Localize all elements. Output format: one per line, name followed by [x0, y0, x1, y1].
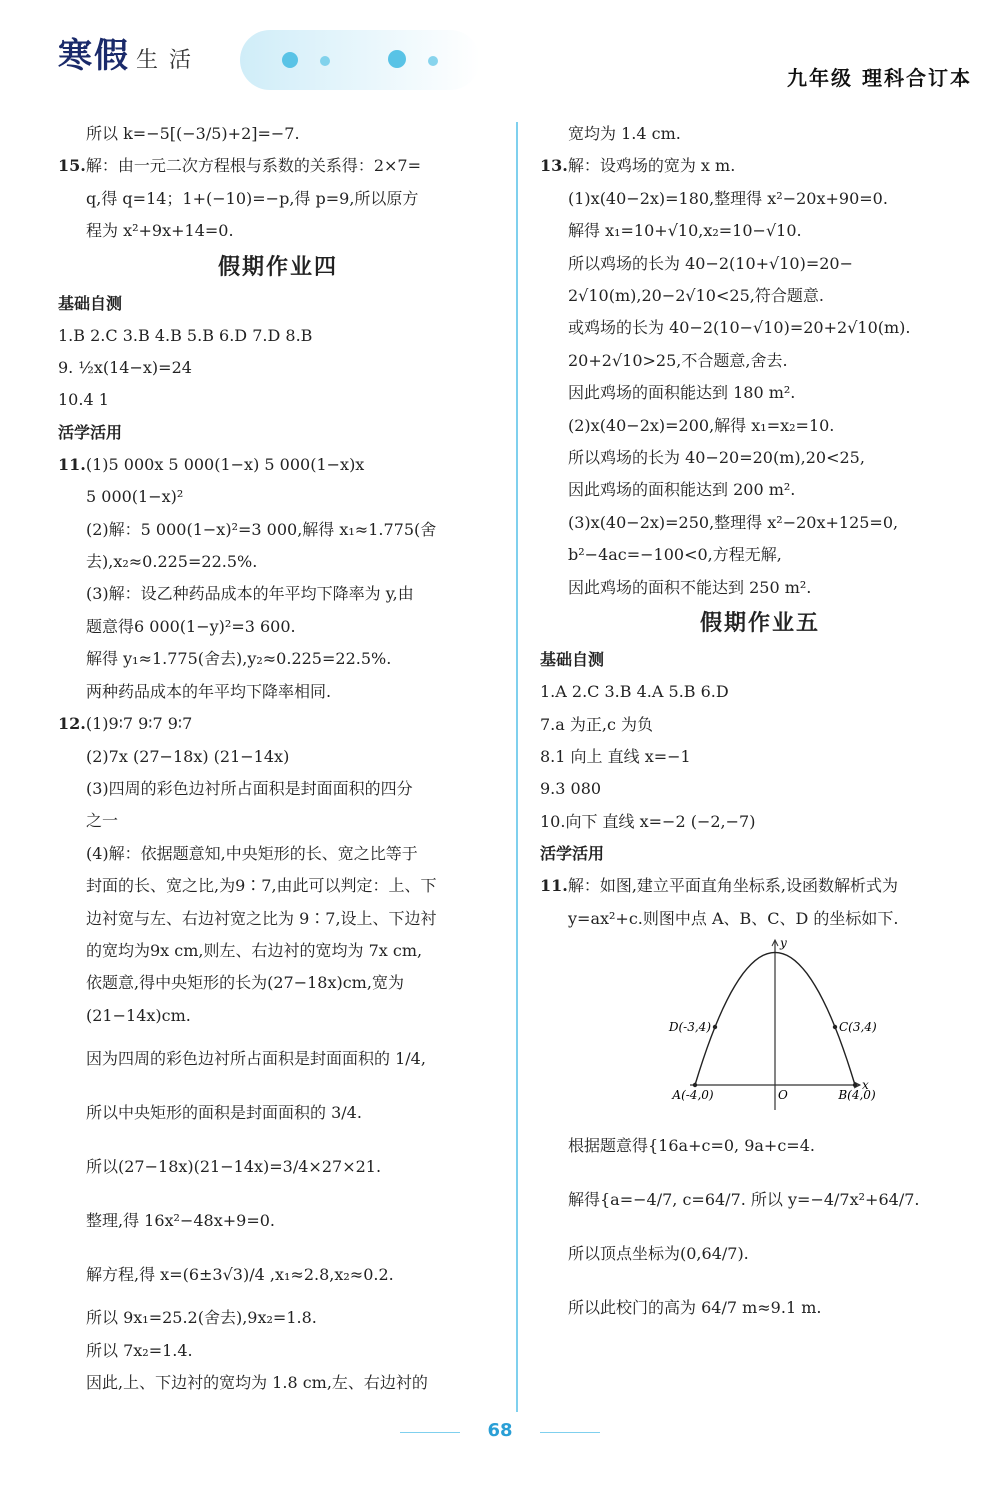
answer-text: 两种药品成本的年平均下降率相同. [86, 681, 332, 701]
answer-text: (21−14x)cm. [86, 1005, 191, 1025]
answer-text: 所以 7x₂=1.4. [86, 1340, 193, 1360]
question-number: 13. [540, 156, 568, 176]
answer-text: b²−4ac=−100<0,方程无解, [568, 545, 782, 565]
grade-label: 九年级 理科合订本 [787, 66, 972, 90]
answer-text: 5 000(1−x)² [86, 487, 184, 507]
answer-line [540, 280, 980, 312]
answer-text: 因此,上、下边衬的宽均为 1.8 cm,左、右边衬的 [86, 1372, 428, 1392]
answer-text: 10.4 1 [58, 390, 109, 410]
graph-point [833, 1025, 837, 1029]
answer-line [540, 215, 980, 247]
answer-text: (1)5 000x 5 000(1−x) 5 000(1−x)x [85, 454, 365, 474]
answer-line [540, 474, 980, 506]
answer-line [58, 838, 498, 870]
answer-line [58, 1086, 498, 1140]
answer-line [540, 709, 980, 741]
answer-line [58, 773, 498, 805]
answer-text: (3)x(40−2x)=250,整理得 x²−20x+125=0, [568, 512, 899, 532]
answer-line [540, 345, 980, 377]
answer-line [58, 578, 498, 610]
answer-text: q,得 q=14；1+(−10)=−p,得 p=9,所以原方 [86, 188, 419, 208]
answer-text: y=ax²+c.则图中点 A、B、C、D 的坐标如下. [568, 908, 899, 928]
answer-text: 因为四周的彩色边衬所占面积是封面面积的 1/4, [86, 1049, 426, 1069]
answer-text: 8.1 向上 直线 x=−1 [540, 746, 691, 766]
answer-text: 9.3 080 [540, 779, 602, 799]
left-column [58, 118, 498, 1399]
question-number: 12. [58, 714, 86, 734]
answer-line [540, 741, 980, 773]
subsection-title: 活学活用 [540, 844, 605, 864]
answer-line [58, 1302, 498, 1334]
answer-line [58, 514, 498, 546]
answer-text: (3)四周的彩色边衬所占面积是封面面积的四分 [86, 778, 413, 798]
answer-text: (1)9∶7 9∶7 9∶7 [85, 714, 193, 734]
column-divider [516, 122, 518, 1412]
answer-line [58, 352, 498, 384]
graph-point [713, 1025, 717, 1029]
answer-text: 根据题意得{16a+c=0, 9a+c=4. [568, 1135, 815, 1155]
answer-text: 1.B 2.C 3.B 4.B 5.B 6.D 7.D 8.B [58, 325, 313, 345]
decor-dot [282, 52, 298, 68]
answer-line [540, 1281, 980, 1335]
answer-text: (4)解：依据题意知,中央矩形的长、宽之比等于 [86, 843, 418, 863]
point-a-label: A(-4,0) [672, 1087, 714, 1102]
answer-text: 封面的长、宽之比,为9∶7,由此可以判定：上、下 [86, 876, 437, 896]
answer-line [58, 546, 498, 578]
answer-line [540, 870, 980, 902]
answer-text: 所以(27−18x)(21−14x)=3/4×27×21. [86, 1157, 382, 1177]
answer-text: 整理,得 16x²−48x+9=0. [86, 1211, 276, 1231]
answer-line [58, 1194, 498, 1248]
answer-line [540, 150, 980, 182]
decor-dot [320, 56, 330, 66]
answer-line [540, 312, 980, 344]
section-title: 假期作业五 [699, 611, 820, 637]
answer-text: 解方程,得 x=(6±3√3)/4 ,x₁≈2.8,x₂≈0.2. [86, 1265, 394, 1285]
answer-text: 解：由一元二次方程根与系数的关系得：2×7= [85, 156, 422, 176]
answer-text: 因此鸡场的面积能达到 200 m². [568, 480, 796, 500]
answer-text: 之一 [86, 811, 119, 831]
answer-text: 的宽均为9x cm,则左、右边衬的宽均为 7x cm, [86, 940, 423, 960]
answer-text: 解得{a=−4/7, c=64/7. 所以 y=−4/7x²+64/7. [568, 1189, 920, 1209]
page-header [0, 0, 1000, 100]
answer-text: 1.A 2.C 3.B 4.A 5.B 6.D [540, 682, 729, 702]
answer-line [58, 935, 498, 967]
header-decoration [240, 30, 480, 90]
y-axis-label: y [780, 935, 787, 950]
question-number: 15. [58, 156, 86, 176]
answer-line [58, 741, 498, 773]
answer-line [58, 643, 498, 675]
answer-line [540, 118, 980, 150]
decor-dot [388, 50, 406, 68]
answer-line [58, 870, 498, 902]
answer-text: 宽均为 1.4 cm. [568, 124, 681, 143]
answer-line [58, 183, 498, 215]
answer-line [540, 773, 980, 805]
answer-text: (2)解：5 000(1−x)²=3 000,解得 x₁≈1.775(舍 [86, 519, 437, 539]
answer-text: 去),x₂≈0.225=22.5%. [86, 552, 258, 572]
brand-logo: 寒假 生 活 [58, 36, 193, 76]
answer-text: 或鸡场的长为 40−2(10−√10)=20+2√10(m). [568, 318, 911, 338]
answer-text: 20+2√10>25,不合题意,舍去. [568, 350, 788, 370]
answer-line [58, 118, 498, 150]
answer-line [58, 967, 498, 999]
answer-line [58, 1335, 498, 1367]
answer-line [540, 572, 980, 604]
answer-line [540, 676, 980, 708]
answer-text: 2√10(m),20−2√10<25,符合题意. [568, 286, 824, 306]
answer-text: 7.a 为正,c 为负 [540, 714, 654, 734]
page-rule-left [400, 1432, 460, 1433]
answer-line [58, 150, 498, 182]
answer-text: 边衬宽与左、右边衬宽之比为 9∶7,设上、下边衬 [86, 908, 437, 928]
answer-line [540, 903, 980, 935]
question-number: 11. [58, 454, 86, 474]
point-d-label: D(-3,4) [668, 1019, 711, 1034]
answer-text: 所以鸡场的长为 40−20=20(m),20<25, [568, 448, 865, 468]
answer-line [58, 1248, 498, 1302]
point-c-label: C(3,4) [839, 1019, 877, 1034]
answer-text: (2)x(40−2x)=200,解得 x₁=x₂=10. [568, 415, 835, 435]
answer-line [58, 320, 498, 352]
answer-line [58, 1032, 498, 1086]
answer-line [58, 384, 498, 416]
answer-line [58, 805, 498, 837]
section-title: 假期作业四 [217, 254, 338, 280]
subsection-title: 基础自测 [58, 293, 123, 313]
answer-text: 所以 k=−5[(−3/5)+2]=−7. [86, 124, 300, 143]
answer-text: (2)7x (27−18x) (21−14x) [86, 746, 290, 766]
point-b-label: B(4,0) [838, 1087, 876, 1102]
answer-line [540, 410, 980, 442]
answer-line [540, 248, 980, 280]
page-rule-right [540, 1432, 600, 1433]
subsection-title: 基础自测 [540, 650, 605, 670]
answer-line [58, 676, 498, 708]
answer-line [540, 539, 980, 571]
answer-text: 所以中央矩形的面积是封面面积的 3/4. [86, 1103, 362, 1123]
answer-text: 所以鸡场的长为 40−2(10+√10)=20− [568, 253, 854, 273]
answer-line [540, 1119, 980, 1173]
answer-text: 因此鸡场的面积能达到 180 m². [568, 383, 796, 403]
parabola-graph [540, 935, 980, 1115]
answer-line [58, 708, 498, 740]
answer-text: 解：设鸡场的宽为 x m. [567, 156, 736, 176]
answer-text: (1)x(40−2x)=180,整理得 x²−20x+90=0. [568, 188, 888, 208]
answer-text: 解得 y₁≈1.775(舍去),y₂≈0.225=22.5%. [86, 649, 392, 669]
answer-line [58, 1000, 498, 1032]
answer-text: (3)解：设乙种药品成本的年平均下降率为 y,由 [86, 584, 414, 604]
decor-dot [428, 56, 438, 66]
answer-line [540, 377, 980, 409]
answer-line [540, 507, 980, 539]
answer-text: 所以此校门的高为 64/7 m≈9.1 m. [568, 1297, 822, 1317]
answer-text: 题意得6 000(1−y)²=3 600. [86, 616, 296, 636]
answer-line [58, 215, 498, 247]
answer-line [540, 183, 980, 215]
answer-text: 9. ½x(14−x)=24 [58, 358, 192, 378]
answer-text: 因此鸡场的面积不能达到 250 m². [568, 577, 812, 597]
answer-line [540, 806, 980, 838]
answer-line [58, 481, 498, 513]
answer-line [58, 1140, 498, 1194]
right-column [540, 118, 980, 1335]
answer-text: 解：如图,建立平面直角坐标系,设函数解析式为 [567, 876, 899, 896]
answer-text: 所以顶点坐标为(0,64/7). [568, 1243, 749, 1263]
question-number: 11. [540, 876, 568, 896]
answer-text: 依题意,得中央矩形的长为(27−18x)cm,宽为 [86, 973, 404, 993]
answer-line [540, 1227, 980, 1281]
graph-point [853, 1083, 857, 1087]
graph-point [693, 1083, 697, 1087]
origin-label: O [778, 1087, 788, 1102]
answer-line [540, 1173, 980, 1227]
answer-line [58, 611, 498, 643]
answer-line [540, 442, 980, 474]
answer-line [58, 903, 498, 935]
answer-line [58, 449, 498, 481]
answer-line [58, 1367, 498, 1399]
subsection-title: 活学活用 [58, 422, 123, 442]
answer-text: 解得 x₁=10+√10,x₂=10−√10. [568, 221, 802, 241]
page-number: 68 [487, 1420, 513, 1441]
answer-text: 所以 9x₁=25.2(舍去),9x₂=1.8. [86, 1308, 317, 1328]
answer-text: 10.向下 直线 x=−2 (−2,−7) [540, 811, 756, 831]
x-axis-label: x [862, 1077, 869, 1092]
answer-text: 程为 x²+9x+14=0. [86, 221, 234, 241]
